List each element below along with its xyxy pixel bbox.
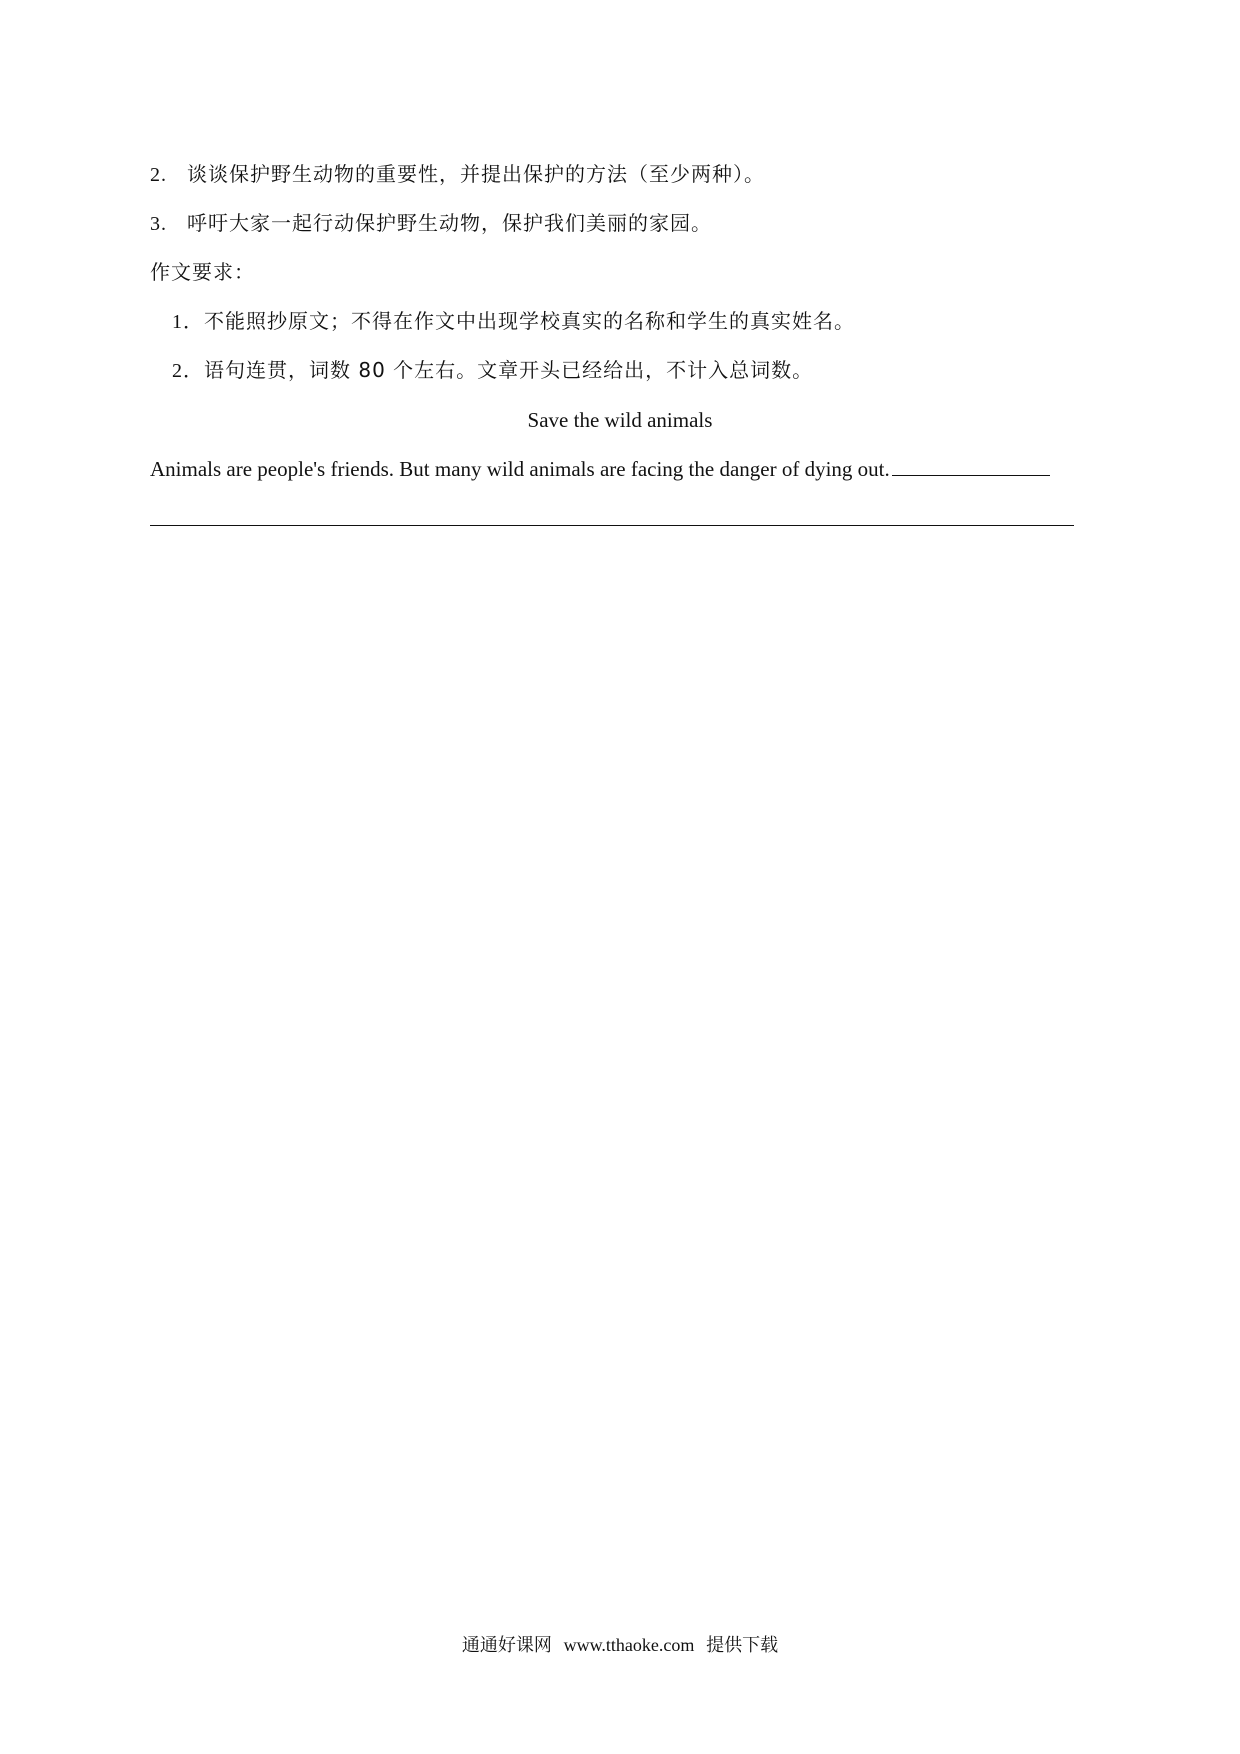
requirement-number: 2． <box>172 360 204 382</box>
prompt-text: 呼吁大家一起行动保护野生动物，保护我们美丽的家园。 <box>187 211 712 235</box>
prompt-item-2 <box>150 160 765 189</box>
footer-url[interactable]: www.tthaoke.com <box>563 1635 695 1655</box>
footer-suffix: 提供下载 <box>706 1635 779 1656</box>
writing-line[interactable] <box>150 525 1074 526</box>
writing-blank[interactable] <box>892 455 1050 476</box>
prompt-item-3 <box>150 209 712 238</box>
page-footer <box>0 1632 1240 1659</box>
prompt-number: 3. <box>150 213 167 235</box>
essay-opening-line <box>150 455 1050 483</box>
essay-opening: Animals are people's friends. But many wild animals are facing the danger of dying out. <box>150 457 890 481</box>
requirement-text: 语句连贯，词数 80 个左右。文章开头已经给出，不计入总词数。 <box>204 358 814 382</box>
requirement-item-2 <box>172 356 813 385</box>
essay-title: Save the wild animals <box>527 408 713 432</box>
requirements-heading: 作文要求： <box>150 260 255 284</box>
footer-site-name: 通通好课网 <box>461 1635 552 1656</box>
requirement-text: 不能照抄原文；不得在作文中出现学校真实的名称和学生的真实姓名。 <box>204 309 855 333</box>
prompt-text: 谈谈保护野生动物的重要性，并提出保护的方法（至少两种）。 <box>187 162 765 186</box>
prompt-number: 2. <box>150 164 167 186</box>
requirement-item-1 <box>172 307 855 336</box>
requirement-number: 1． <box>172 311 204 333</box>
